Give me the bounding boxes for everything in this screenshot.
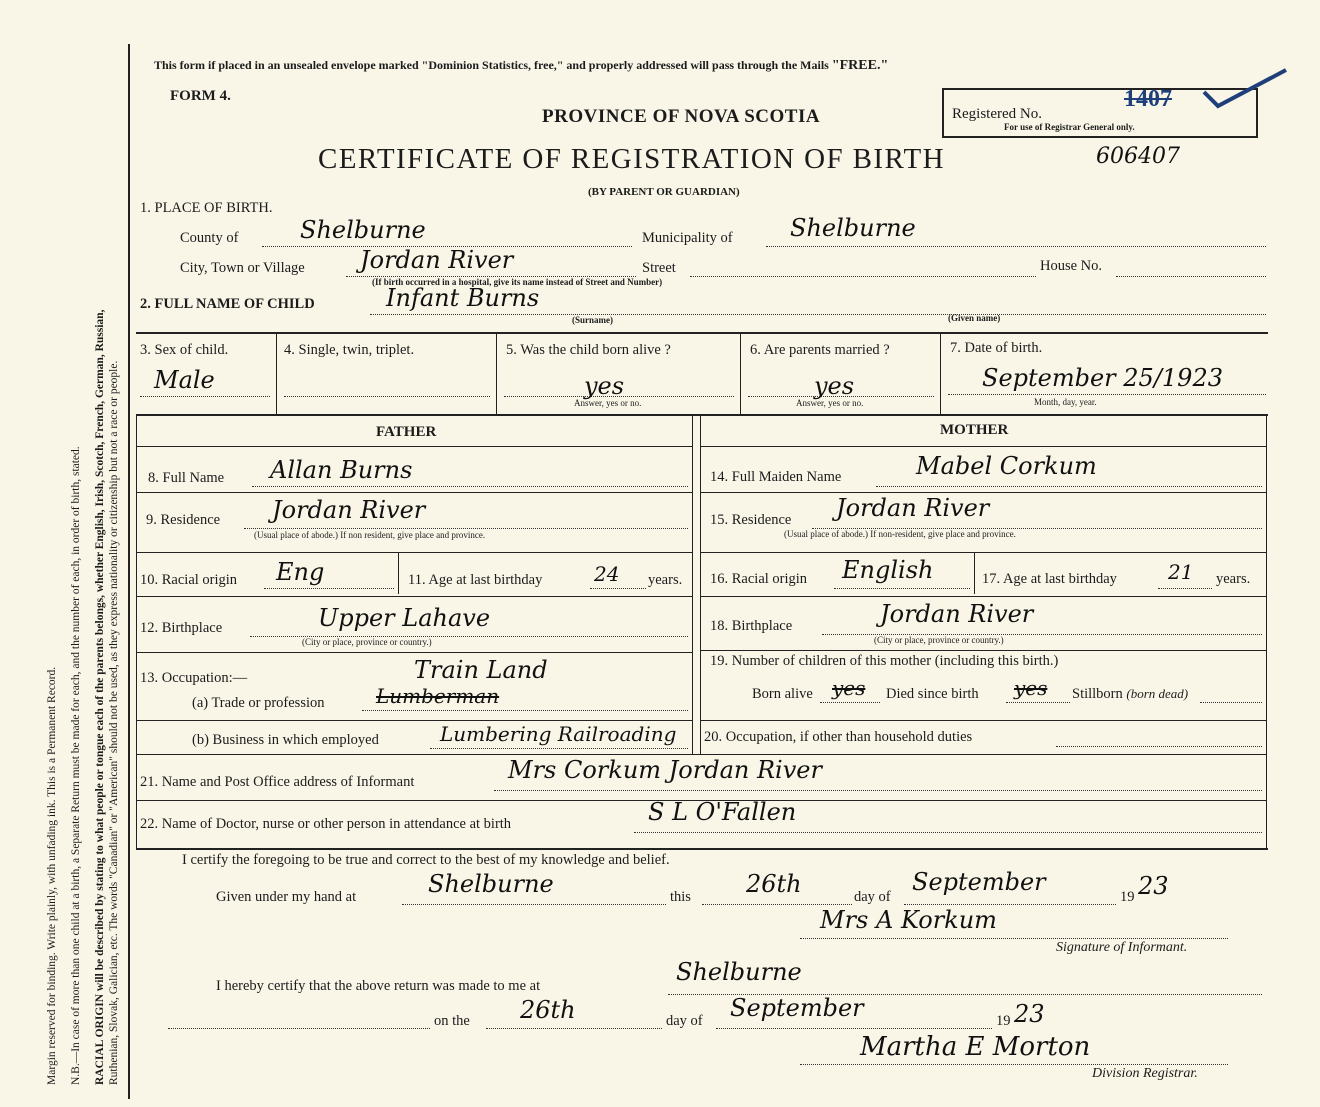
doctor-value: S L O'Fallen — [648, 798, 797, 826]
mother-heading: MOTHER — [940, 422, 1009, 438]
registration-number-handwritten: 606407 — [1096, 144, 1180, 169]
given-under-label: Given under my hand at — [216, 889, 357, 905]
mother-children-label: 19. Number of children of this mother (including this birth.) — [710, 653, 1059, 669]
father-age-years: years. — [648, 572, 683, 588]
free-note-text: This form if placed in an unsealed envelope marked "Dominion Statistics, free," and properly addressed will pass through the Mails — [154, 58, 832, 72]
margin-note-3: RACIAL ORIGIN will be described by stating to what people or tongue each of the parents belongs, whether English, Irish, Scotch, French, German, Russian, — [94, 309, 106, 1085]
informant-label: 21. Name and Post Office address of Informant — [140, 774, 415, 790]
form-number: FORM 4. — [170, 88, 231, 104]
registered-value: 1407 — [1124, 86, 1172, 112]
married-label: 6. Are parents married ? — [750, 342, 890, 358]
father-rule-5 — [136, 720, 692, 721]
twin-label: 4. Single, twin, triplet. — [284, 342, 415, 358]
mother-age-years: years. — [1216, 571, 1251, 587]
dob-label: 7. Date of birth. — [950, 340, 1043, 356]
father-birthplace-note: (City or place, province or country.) — [302, 637, 432, 647]
registrar-year-prefix: 19 — [996, 1013, 1011, 1029]
county-label: County of — [180, 230, 239, 246]
parents-center-divider-a — [692, 414, 693, 754]
born-alive-label: Born alive — [752, 686, 813, 702]
free-word: "FREE." — [831, 58, 889, 73]
municipality-value: Shelburne — [790, 214, 916, 242]
registrar-prefix-line — [168, 1028, 430, 1029]
registrar-day-value: 26th — [520, 996, 576, 1024]
free-note — [154, 58, 888, 74]
box-divider-3 — [740, 334, 741, 414]
occupation-bottom-rule — [136, 754, 1266, 755]
street-label: Street — [642, 260, 676, 276]
mother-rule-1 — [700, 492, 1266, 493]
child-name-line — [370, 314, 1266, 315]
child-name-label: 2. FULL NAME OF CHILD — [140, 296, 315, 312]
father-heading-rule — [136, 446, 692, 447]
mother-race-divider — [974, 552, 975, 594]
father-rule-4 — [136, 652, 692, 653]
certificate-subtitle: (BY PARENT OR GUARDIAN) — [588, 186, 740, 198]
died-line — [1006, 702, 1070, 703]
father-trade-line — [362, 710, 688, 711]
this-label: this — [670, 889, 691, 905]
mother-name-label: 14. Full Maiden Name — [710, 469, 842, 485]
father-age-value: 24 — [594, 562, 620, 586]
given-place-line — [402, 904, 666, 905]
given-place-value: Shelburne — [428, 870, 554, 898]
father-business-label: (b) Business in which employed — [192, 732, 379, 748]
father-name-value: Allan Burns — [270, 456, 413, 484]
father-occupation-label: 13. Occupation:— — [140, 670, 248, 686]
child-name-value: Infant Burns — [386, 284, 540, 312]
place-of-birth-label: 1. PLACE OF BIRTH. — [140, 200, 273, 216]
father-race-line — [264, 588, 394, 589]
city-value: Jordan River — [360, 246, 514, 274]
father-rule-2 — [136, 552, 692, 553]
father-occupation-above: Train Land — [414, 656, 548, 684]
mother-rule-5 — [700, 720, 1266, 721]
municipality-line — [766, 246, 1266, 247]
registrar-month-value: September — [730, 994, 864, 1022]
mother-rule-3 — [700, 596, 1266, 597]
municipality-label: Municipality of — [642, 230, 733, 246]
father-race-divider — [398, 552, 399, 594]
street-line — [690, 276, 1036, 277]
father-rule-3 — [136, 596, 692, 597]
county-value: Shelburne — [300, 216, 426, 244]
mother-rule-4 — [700, 650, 1266, 651]
doctor-label: 22. Name of Doctor, nurse or other person in attendance at birth — [140, 816, 512, 832]
registrar-month-line — [716, 1028, 992, 1029]
father-rule-1 — [136, 492, 692, 493]
margin-rule — [128, 44, 130, 1099]
father-residence-line — [244, 528, 688, 529]
checkmark-icon — [1200, 66, 1290, 110]
parents-top-rule — [136, 414, 1268, 416]
father-age-line — [590, 588, 646, 589]
mother-residence-note: (Usual place of abode.) If non-resident, give place and province. — [784, 529, 1016, 539]
mother-name-line — [876, 486, 1262, 487]
born-alive-line — [820, 702, 880, 703]
province-title: PROVINCE OF NOVA SCOTIA — [542, 106, 821, 127]
informant-line — [494, 790, 1262, 791]
died-value: yes — [1014, 676, 1048, 700]
doctor-line — [634, 832, 1262, 833]
mother-race-line — [834, 588, 970, 589]
alive-value: yes — [584, 372, 625, 400]
surname-note: (Surname) — [572, 315, 613, 325]
father-birthplace-value: Upper Lahave — [318, 604, 491, 632]
mother-race-label: 16. Racial origin — [710, 571, 808, 587]
informant-signature-line — [800, 938, 1228, 939]
mother-age-line — [1158, 588, 1212, 589]
parents-left-border — [136, 414, 137, 848]
given-month-value: September — [912, 868, 1046, 896]
day-of-label: day of — [854, 889, 891, 905]
registrar-certify-text: I hereby certify that the above return was made to me at — [216, 978, 541, 994]
informant-signature: Mrs A Korkum — [820, 906, 997, 934]
mother-residence-value: Jordan River — [836, 494, 990, 522]
given-month-line — [904, 904, 1116, 905]
dob-note: Month, day, year. — [1034, 397, 1097, 407]
parents-bottom-rule — [136, 848, 1268, 850]
informant-signature-label: Signature of Informant. — [1056, 940, 1188, 955]
stillborn-note: (born dead) — [1126, 686, 1189, 701]
died-label: Died since birth — [886, 686, 979, 702]
registrar-signature: Martha E Morton — [860, 1032, 1091, 1062]
registrar-day-line — [486, 1028, 662, 1029]
father-age-label: 11. Age at last birthday — [408, 572, 543, 588]
father-residence-label: 9. Residence — [146, 512, 221, 528]
informant-value: Mrs Corkum Jordan River — [508, 756, 822, 784]
parents-right-border — [1266, 414, 1267, 848]
registrar-signature-line — [800, 1064, 1228, 1065]
sex-label: 3. Sex of child. — [140, 342, 229, 358]
father-business-value: Lumbering Railroading — [440, 722, 677, 746]
twin-line — [284, 396, 490, 397]
year-suffix: 23 — [1138, 872, 1169, 900]
mother-occupation-line — [1056, 746, 1262, 747]
parents-center-divider-b — [700, 414, 701, 754]
father-residence-value: Jordan River — [272, 496, 426, 524]
father-business-line — [430, 748, 688, 749]
margin-note-1: Margin reserved for binding. Write plainly, with unfading ink. This is a Permanent Record. — [46, 666, 58, 1085]
dob-line — [948, 394, 1266, 395]
given-name-note: (Given name) — [948, 313, 1001, 323]
married-answer-note: Answer, yes or no. — [796, 398, 864, 408]
father-residence-note: (Usual place of abode.) If non resident, give place and province. — [254, 530, 486, 540]
mother-age-value: 21 — [1168, 560, 1194, 584]
hospital-note: (If birth occurred in a hospital, give its name instead of Street and Number) — [372, 277, 663, 287]
given-day-line — [702, 904, 852, 905]
on-the-label: on the — [434, 1013, 470, 1029]
box-divider-2 — [496, 334, 497, 414]
sex-value: Male — [154, 366, 215, 394]
stillborn-text: Stillborn — [1072, 686, 1123, 702]
married-value: yes — [814, 372, 855, 400]
registrar-place-value: Shelburne — [676, 958, 802, 986]
father-race-value: Eng — [276, 558, 325, 586]
row3-top-rule — [136, 332, 1268, 334]
box-divider-4 — [940, 334, 941, 414]
mother-race-value: English — [842, 556, 934, 584]
father-heading: FATHER — [376, 424, 437, 440]
father-trade-value: Lumberman — [376, 684, 500, 708]
stillborn-line — [1200, 702, 1262, 703]
father-race-label: 10. Racial origin — [140, 572, 238, 588]
year-prefix: 19 — [1120, 889, 1135, 905]
mother-birthplace-label: 18. Birthplace — [710, 618, 793, 634]
born-alive-value: yes — [832, 676, 866, 700]
margin-note-2: N.B.—In case of more than one child at a birth, a Separate Return must be made for each, and the number of each, in order of birth, stated. — [70, 446, 82, 1085]
father-name-label: 8. Full Name — [148, 470, 225, 486]
dob-value: September 25/1923 — [982, 364, 1223, 392]
mother-rule-2 — [700, 552, 1266, 553]
registrar-year-suffix: 23 — [1014, 1000, 1045, 1028]
house-label: House No. — [1040, 258, 1103, 274]
house-line — [1116, 276, 1266, 277]
alive-answer-note: Answer, yes or no. — [574, 398, 642, 408]
certify-text: I certify the foregoing to be true and correct to the best of my knowledge and belief. — [182, 852, 670, 868]
registered-label: Registered No. — [952, 106, 1042, 122]
registered-note: For use of Registrar General only. — [1004, 122, 1135, 132]
margin-note-4: Ruthenian, Slovak, Galician, etc. The words "Canadian" or "American" should not be used, as they express nationality or citizenship but not a race or people. — [108, 360, 120, 1085]
mother-heading-rule — [700, 446, 1266, 447]
mother-occupation-label: 20. Occupation, if other than household duties — [704, 729, 973, 745]
registrar-day-of-label: day of — [666, 1013, 703, 1029]
mother-name-value: Mabel Corkum — [916, 452, 1097, 480]
box-divider-1 — [276, 334, 277, 414]
city-label: City, Town or Village — [180, 260, 305, 276]
alive-label: 5. Was the child born alive ? — [506, 342, 671, 358]
father-name-line — [252, 486, 688, 487]
mother-birthplace-value: Jordan River — [880, 600, 1034, 628]
registrar-signature-label: Division Registrar. — [1092, 1066, 1198, 1081]
certificate-title: CERTIFICATE OF REGISTRATION OF BIRTH — [318, 143, 945, 175]
mother-age-label: 17. Age at last birthday — [982, 571, 1117, 587]
stillborn-label — [1072, 686, 1188, 703]
father-birthplace-label: 12. Birthplace — [140, 620, 223, 636]
father-trade-label: (a) Trade or profession — [192, 695, 325, 711]
sex-line — [140, 396, 270, 397]
mother-birthplace-note: (City or place, province or country.) — [874, 635, 1004, 645]
given-day-value: 26th — [746, 870, 802, 898]
mother-residence-label: 15. Residence — [710, 512, 792, 528]
